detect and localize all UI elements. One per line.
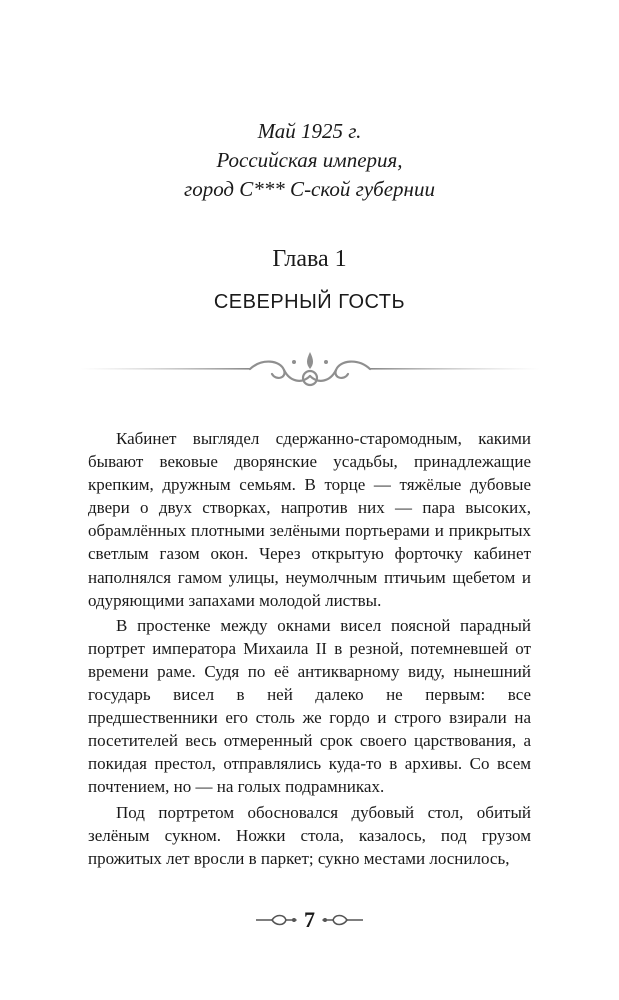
page-footer	[0, 905, 619, 935]
body-text	[88, 427, 531, 872]
paragraph: Кабинет выглядел сдержанно-старомодным, какими бывают вековые дворянские усадьбы, принадлежащие крепким, дружным семьям. В торце — тяжёлые дубовые двери о двух створках, напротив них — пара высоких, обрамлённых плотными зелёными портьерами и прикрытых светлым газом окон. Через открытую форточку кабинет наполнялся гамом улицы, неумолчным птичьим щебетом и одуряющими запахами молодой листвы.	[88, 429, 531, 610]
epigraph-city: город С*** С-ской губернии	[184, 177, 435, 201]
page-number: 7	[304, 907, 315, 932]
paragraph: Под портретом обосновался дубовый стол, обитый зелёным сукном. Ножки стола, казалось, под грузом прожитых лет вросли в паркет; сукно местами лоснилось,	[88, 802, 531, 868]
footer-ornament-right-icon	[321, 913, 363, 927]
paragraph: В простенке между окнами висел поясной парадный портрет императора Михаила II в резной, потемневшей от времени раме. Судя по её антикварному виду, нынешний государь висел в ней далеко не первым: все предшественники его столь же гордо и строго взирали на посетителей весь отмеренный срок своего царствования, а покидая престол, отправлялись куда-то в архивы. Со всем почтением, но — на голых подрамниках.	[88, 615, 531, 797]
epigraph-date: Май 1925 г.	[257, 119, 362, 143]
epigraph-country: Российская империя,	[216, 148, 403, 172]
scroll-ornament-icon	[80, 348, 540, 392]
epigraph	[0, 117, 619, 204]
footer-ornament-left-icon	[256, 913, 298, 927]
chapter-title: СЕВЕРНЫЙ ГОСТЬ	[213, 291, 406, 313]
chapter-number: Глава 1	[272, 246, 347, 272]
